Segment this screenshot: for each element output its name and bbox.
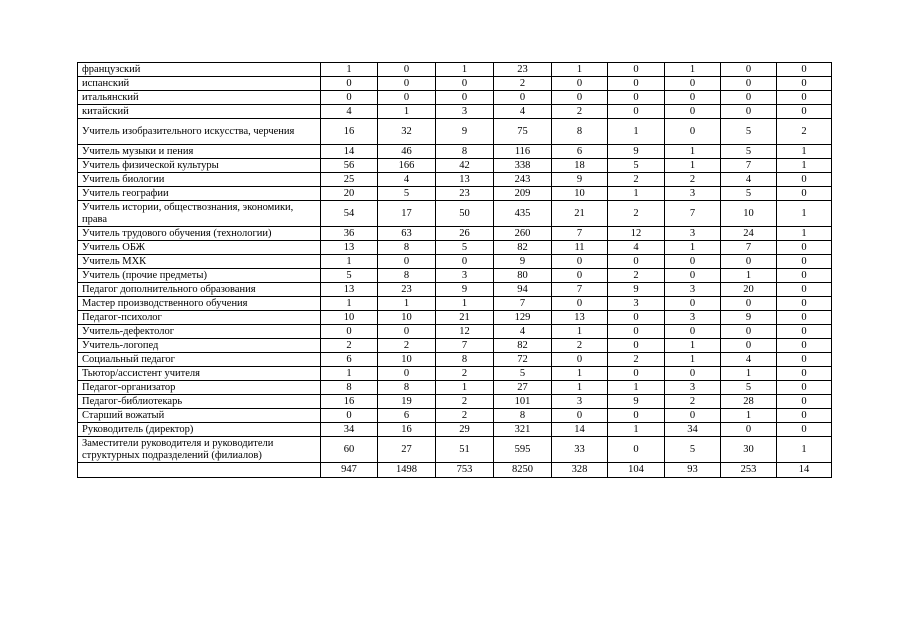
value-cell: 7: [494, 297, 552, 311]
value-cell: 129: [494, 311, 552, 325]
row-label: Педагог-психолог: [78, 311, 321, 325]
value-cell: 1: [777, 145, 832, 159]
value-cell: 2: [436, 367, 494, 381]
value-cell: 2: [608, 353, 665, 367]
value-cell: 0: [552, 91, 608, 105]
row-label: Учитель физической культуры: [78, 159, 321, 173]
value-cell: 0: [665, 325, 721, 339]
value-cell: 5: [721, 145, 777, 159]
table-row: [78, 409, 832, 423]
value-cell: 0: [721, 325, 777, 339]
value-cell: 0: [608, 77, 665, 91]
row-label: Заместители руководителя и руководители структурных подразделений (филиалов): [78, 437, 321, 463]
value-cell: 30: [721, 437, 777, 463]
value-cell: 13: [321, 283, 378, 297]
table-row: [78, 173, 832, 187]
value-cell: 9: [608, 283, 665, 297]
value-cell: 19: [378, 395, 436, 409]
table-row: [78, 297, 832, 311]
value-cell: 1: [321, 255, 378, 269]
total-cell: 328: [552, 463, 608, 478]
table-row: [78, 241, 832, 255]
value-cell: 33: [552, 437, 608, 463]
value-cell: 4: [721, 353, 777, 367]
value-cell: 9: [608, 145, 665, 159]
value-cell: 9: [494, 255, 552, 269]
value-cell: 3: [665, 227, 721, 241]
value-cell: 1: [378, 297, 436, 311]
value-cell: 2: [608, 201, 665, 227]
value-cell: 0: [552, 353, 608, 367]
value-cell: 27: [494, 381, 552, 395]
row-label: испанский: [78, 77, 321, 91]
value-cell: 29: [436, 423, 494, 437]
value-cell: 0: [777, 91, 832, 105]
value-cell: 1: [777, 227, 832, 241]
table-row: [78, 381, 832, 395]
value-cell: 0: [552, 409, 608, 423]
value-cell: 0: [552, 77, 608, 91]
value-cell: 0: [608, 409, 665, 423]
value-cell: 0: [321, 77, 378, 91]
table-body: [78, 63, 832, 478]
row-label: Тьютор/ассистент учителя: [78, 367, 321, 381]
value-cell: 0: [608, 255, 665, 269]
totals-label-cell: [78, 463, 321, 478]
table-row: [78, 255, 832, 269]
value-cell: 0: [378, 63, 436, 77]
value-cell: 16: [321, 395, 378, 409]
value-cell: 1: [436, 63, 494, 77]
table-row: [78, 77, 832, 91]
table-row: [78, 437, 832, 463]
value-cell: 8: [321, 381, 378, 395]
value-cell: 0: [378, 255, 436, 269]
value-cell: 5: [721, 119, 777, 145]
value-cell: 10: [378, 353, 436, 367]
value-cell: 5: [721, 187, 777, 201]
row-label: Педагог-организатор: [78, 381, 321, 395]
value-cell: 9: [608, 395, 665, 409]
value-cell: 1: [436, 297, 494, 311]
value-cell: 338: [494, 159, 552, 173]
value-cell: 0: [378, 91, 436, 105]
total-cell: 753: [436, 463, 494, 478]
value-cell: 20: [321, 187, 378, 201]
value-cell: 10: [552, 187, 608, 201]
value-cell: 8: [436, 145, 494, 159]
total-cell: 104: [608, 463, 665, 478]
value-cell: 0: [321, 325, 378, 339]
value-cell: 7: [665, 201, 721, 227]
value-cell: 3: [436, 269, 494, 283]
value-cell: 0: [777, 173, 832, 187]
value-cell: 12: [608, 227, 665, 241]
value-cell: 1: [777, 201, 832, 227]
value-cell: 5: [436, 241, 494, 255]
value-cell: 0: [777, 187, 832, 201]
value-cell: 11: [552, 241, 608, 255]
value-cell: 9: [436, 283, 494, 297]
value-cell: 321: [494, 423, 552, 437]
staff-statistics-table: [77, 62, 832, 478]
row-label: Учитель (прочие предметы): [78, 269, 321, 283]
value-cell: 3: [436, 105, 494, 119]
table-row: [78, 283, 832, 297]
value-cell: 1: [665, 353, 721, 367]
value-cell: 0: [665, 105, 721, 119]
row-label: французский: [78, 63, 321, 77]
value-cell: 0: [608, 63, 665, 77]
row-label: Старший вожатый: [78, 409, 321, 423]
value-cell: 1: [665, 63, 721, 77]
value-cell: 1: [608, 423, 665, 437]
value-cell: 42: [436, 159, 494, 173]
value-cell: 2: [665, 395, 721, 409]
value-cell: 0: [777, 241, 832, 255]
value-cell: 82: [494, 241, 552, 255]
table-row: [78, 395, 832, 409]
value-cell: 166: [378, 159, 436, 173]
value-cell: 0: [777, 423, 832, 437]
value-cell: 1: [608, 187, 665, 201]
value-cell: 94: [494, 283, 552, 297]
value-cell: 46: [378, 145, 436, 159]
value-cell: 0: [436, 255, 494, 269]
value-cell: 0: [608, 105, 665, 119]
value-cell: 82: [494, 339, 552, 353]
value-cell: 16: [321, 119, 378, 145]
value-cell: 13: [552, 311, 608, 325]
total-cell: 253: [721, 463, 777, 478]
value-cell: 0: [665, 77, 721, 91]
value-cell: 0: [777, 63, 832, 77]
value-cell: 6: [378, 409, 436, 423]
value-cell: 0: [378, 367, 436, 381]
value-cell: 75: [494, 119, 552, 145]
value-cell: 5: [665, 437, 721, 463]
table-row: [78, 187, 832, 201]
row-label: Учитель МХК: [78, 255, 321, 269]
value-cell: 0: [608, 91, 665, 105]
value-cell: 23: [378, 283, 436, 297]
value-cell: 0: [777, 255, 832, 269]
row-label: Учитель музыки и пения: [78, 145, 321, 159]
value-cell: 1: [721, 409, 777, 423]
value-cell: 0: [777, 339, 832, 353]
value-cell: 209: [494, 187, 552, 201]
value-cell: 116: [494, 145, 552, 159]
value-cell: 9: [436, 119, 494, 145]
value-cell: 8: [552, 119, 608, 145]
value-cell: 5: [378, 187, 436, 201]
value-cell: 595: [494, 437, 552, 463]
value-cell: 0: [721, 423, 777, 437]
value-cell: 17: [378, 201, 436, 227]
value-cell: 1: [321, 367, 378, 381]
total-cell: 14: [777, 463, 832, 478]
value-cell: 1: [721, 269, 777, 283]
value-cell: 9: [721, 311, 777, 325]
value-cell: 6: [321, 353, 378, 367]
value-cell: 5: [608, 159, 665, 173]
value-cell: 8: [494, 409, 552, 423]
value-cell: 0: [721, 77, 777, 91]
row-label: Учитель изобразительного искусства, черчения: [78, 119, 321, 145]
value-cell: 0: [436, 91, 494, 105]
value-cell: 25: [321, 173, 378, 187]
value-cell: 0: [777, 105, 832, 119]
value-cell: 4: [321, 105, 378, 119]
value-cell: 26: [436, 227, 494, 241]
value-cell: 1: [321, 297, 378, 311]
value-cell: 2: [608, 173, 665, 187]
value-cell: 7: [721, 241, 777, 255]
table-row: [78, 227, 832, 241]
value-cell: 0: [665, 269, 721, 283]
value-cell: 63: [378, 227, 436, 241]
value-cell: 54: [321, 201, 378, 227]
value-cell: 24: [721, 227, 777, 241]
row-label: Учитель-дефектолог: [78, 325, 321, 339]
value-cell: 10: [321, 311, 378, 325]
table-row: [78, 353, 832, 367]
value-cell: 2: [777, 119, 832, 145]
totals-row: [78, 463, 832, 478]
value-cell: 2: [552, 339, 608, 353]
value-cell: 1: [552, 63, 608, 77]
value-cell: 0: [777, 325, 832, 339]
table-row: [78, 63, 832, 77]
table-row: [78, 91, 832, 105]
value-cell: 0: [665, 367, 721, 381]
value-cell: 0: [777, 77, 832, 91]
value-cell: 3: [665, 187, 721, 201]
value-cell: 101: [494, 395, 552, 409]
row-label: Педагог-библиотекарь: [78, 395, 321, 409]
value-cell: 27: [378, 437, 436, 463]
value-cell: 0: [777, 353, 832, 367]
value-cell: 21: [552, 201, 608, 227]
value-cell: 3: [608, 297, 665, 311]
total-cell: 93: [665, 463, 721, 478]
value-cell: 14: [552, 423, 608, 437]
row-label: Учитель географии: [78, 187, 321, 201]
value-cell: 7: [436, 339, 494, 353]
table-row: [78, 159, 832, 173]
value-cell: 5: [494, 367, 552, 381]
table-row: [78, 325, 832, 339]
value-cell: 0: [552, 255, 608, 269]
value-cell: 7: [552, 227, 608, 241]
value-cell: 3: [552, 395, 608, 409]
value-cell: 0: [777, 269, 832, 283]
value-cell: 0: [321, 409, 378, 423]
table-row: [78, 145, 832, 159]
value-cell: 1: [608, 381, 665, 395]
value-cell: 8: [378, 269, 436, 283]
value-cell: 9: [552, 173, 608, 187]
value-cell: 1: [378, 105, 436, 119]
row-label: Педагог дополнительного образования: [78, 283, 321, 297]
total-cell: 8250: [494, 463, 552, 478]
total-cell: 1498: [378, 463, 436, 478]
value-cell: 4: [494, 325, 552, 339]
value-cell: 0: [321, 91, 378, 105]
value-cell: 0: [777, 297, 832, 311]
value-cell: 1: [665, 159, 721, 173]
value-cell: 20: [721, 283, 777, 297]
total-cell: 947: [321, 463, 378, 478]
value-cell: 243: [494, 173, 552, 187]
value-cell: 0: [665, 297, 721, 311]
value-cell: 1: [721, 367, 777, 381]
value-cell: 60: [321, 437, 378, 463]
table-row: [78, 311, 832, 325]
value-cell: 2: [436, 409, 494, 423]
value-cell: 8: [378, 381, 436, 395]
value-cell: 7: [721, 159, 777, 173]
value-cell: 0: [378, 77, 436, 91]
value-cell: 72: [494, 353, 552, 367]
row-label: Руководитель (директор): [78, 423, 321, 437]
value-cell: 23: [494, 63, 552, 77]
value-cell: 0: [721, 91, 777, 105]
value-cell: 0: [552, 297, 608, 311]
value-cell: 1: [665, 339, 721, 353]
row-label: Учитель ОБЖ: [78, 241, 321, 255]
value-cell: 2: [494, 77, 552, 91]
value-cell: 12: [436, 325, 494, 339]
row-label: Учитель истории, обществознания, экономики, права: [78, 201, 321, 227]
value-cell: 1: [777, 437, 832, 463]
table-row: [78, 367, 832, 381]
value-cell: 28: [721, 395, 777, 409]
value-cell: 0: [665, 119, 721, 145]
value-cell: 0: [777, 311, 832, 325]
value-cell: 0: [777, 409, 832, 423]
value-cell: 1: [552, 367, 608, 381]
value-cell: 0: [552, 269, 608, 283]
table-row: [78, 119, 832, 145]
row-label: итальянский: [78, 91, 321, 105]
value-cell: 51: [436, 437, 494, 463]
value-cell: 2: [321, 339, 378, 353]
value-cell: 4: [608, 241, 665, 255]
value-cell: 3: [665, 283, 721, 297]
value-cell: 50: [436, 201, 494, 227]
value-cell: 0: [721, 105, 777, 119]
value-cell: 4: [494, 105, 552, 119]
value-cell: 2: [608, 269, 665, 283]
row-label: Учитель-логопед: [78, 339, 321, 353]
value-cell: 34: [665, 423, 721, 437]
value-cell: 2: [665, 173, 721, 187]
value-cell: 56: [321, 159, 378, 173]
value-cell: 0: [494, 91, 552, 105]
value-cell: 21: [436, 311, 494, 325]
value-cell: 0: [665, 255, 721, 269]
value-cell: 2: [378, 339, 436, 353]
value-cell: 0: [608, 437, 665, 463]
value-cell: 10: [721, 201, 777, 227]
value-cell: 260: [494, 227, 552, 241]
value-cell: 0: [378, 325, 436, 339]
value-cell: 8: [436, 353, 494, 367]
value-cell: 1: [665, 145, 721, 159]
row-label: Учитель трудового обучения (технологии): [78, 227, 321, 241]
value-cell: 0: [608, 339, 665, 353]
value-cell: 0: [777, 395, 832, 409]
value-cell: 0: [721, 255, 777, 269]
value-cell: 13: [436, 173, 494, 187]
value-cell: 0: [608, 311, 665, 325]
value-cell: 6: [552, 145, 608, 159]
table-row: [78, 201, 832, 227]
value-cell: 0: [777, 367, 832, 381]
value-cell: 32: [378, 119, 436, 145]
value-cell: 0: [665, 91, 721, 105]
value-cell: 0: [721, 297, 777, 311]
value-cell: 1: [608, 119, 665, 145]
value-cell: 1: [665, 241, 721, 255]
value-cell: 3: [665, 381, 721, 395]
value-cell: 0: [777, 381, 832, 395]
table-row: [78, 339, 832, 353]
value-cell: 23: [436, 187, 494, 201]
value-cell: 1: [552, 381, 608, 395]
value-cell: 16: [378, 423, 436, 437]
value-cell: 10: [378, 311, 436, 325]
table-row: [78, 423, 832, 437]
table-row: [78, 105, 832, 119]
value-cell: 8: [378, 241, 436, 255]
value-cell: 0: [777, 283, 832, 297]
value-cell: 0: [721, 63, 777, 77]
row-label: Учитель биологии: [78, 173, 321, 187]
value-cell: 0: [608, 325, 665, 339]
value-cell: 2: [552, 105, 608, 119]
value-cell: 34: [321, 423, 378, 437]
value-cell: 14: [321, 145, 378, 159]
value-cell: 0: [721, 339, 777, 353]
value-cell: 7: [552, 283, 608, 297]
value-cell: 435: [494, 201, 552, 227]
table-row: [78, 269, 832, 283]
row-label: китайский: [78, 105, 321, 119]
row-label: Мастер производственного обучения: [78, 297, 321, 311]
value-cell: 1: [552, 325, 608, 339]
value-cell: 1: [777, 159, 832, 173]
value-cell: 1: [436, 381, 494, 395]
value-cell: 5: [321, 269, 378, 283]
value-cell: 13: [321, 241, 378, 255]
value-cell: 2: [436, 395, 494, 409]
value-cell: 3: [665, 311, 721, 325]
value-cell: 18: [552, 159, 608, 173]
value-cell: 0: [665, 409, 721, 423]
value-cell: 1: [321, 63, 378, 77]
value-cell: 80: [494, 269, 552, 283]
value-cell: 0: [436, 77, 494, 91]
value-cell: 0: [608, 367, 665, 381]
value-cell: 4: [721, 173, 777, 187]
value-cell: 5: [721, 381, 777, 395]
value-cell: 4: [378, 173, 436, 187]
value-cell: 36: [321, 227, 378, 241]
row-label: Социальный педагог: [78, 353, 321, 367]
